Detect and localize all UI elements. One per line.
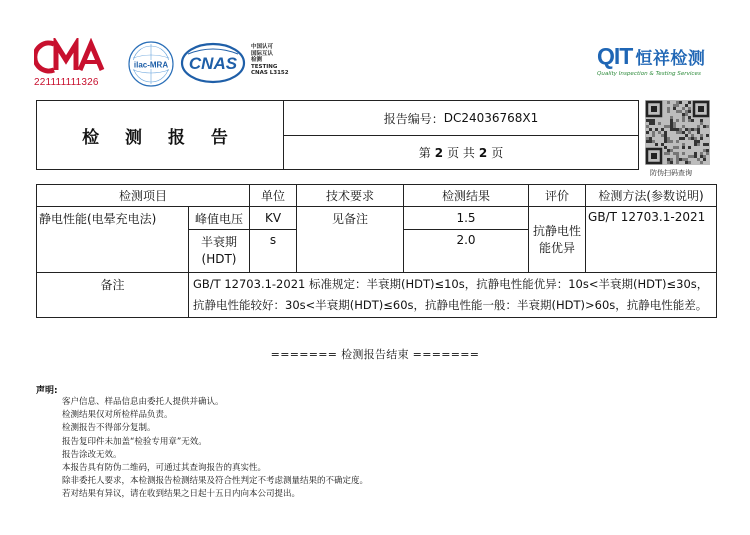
header-cell: 技术要求 <box>297 185 404 207</box>
note-row <box>37 273 717 318</box>
list-item: 检测报告不得部分复制。 <box>62 423 156 434</box>
results-table <box>36 184 717 318</box>
list-item: 检测结果仅对所检样品负责。 <box>62 410 173 421</box>
method-cell: GB/T 12703.1-2021 <box>586 207 717 273</box>
ilac-mra-logo-icon <box>127 40 175 88</box>
sub-item-name-cell <box>189 230 250 273</box>
company-brand: QIT <box>597 43 633 69</box>
cnas-line: TESTING <box>251 63 278 70</box>
list-item: 报告复印件未加盖“检验专用章”无效。 <box>62 436 207 447</box>
header-cell: 检测项目 <box>37 185 250 207</box>
cnas-line: CNAS L3152 <box>251 70 289 77</box>
evaluation-cell: 抗静电性能优异 <box>529 207 586 273</box>
cma-emblem-icon <box>34 38 110 76</box>
list-item: 本报告具有防伪二维码，可通过其查询报告的真实性。 <box>62 463 267 474</box>
company-name: 恒祥检测 <box>635 49 706 69</box>
header-cell: 检测结果 <box>404 185 529 207</box>
qr-code-icon <box>645 100 710 165</box>
list-item: 客户信息、样品信息由委托人提供并确认。 <box>62 397 224 407</box>
table-header-row <box>37 185 717 207</box>
unit-cell: KV <box>250 207 297 230</box>
header-cell: 检测方法(参数说明) <box>586 185 717 207</box>
note-text: GB/T 12703.1-2021 标准规定：半衰期(HDT)≤10s，抗静电性能优异：10s<半衰期(HDT)≤30s，抗静电性能较好：30s<半衰期(HDT)≤60s，抗静电性能一般：半衰期(HDT)>60s，抗静电性能差。 <box>189 273 717 318</box>
page-prefix: 第 <box>418 146 431 160</box>
qr-caption: 防伪扫码查询 <box>650 169 692 177</box>
cma-number: 221111111326 <box>34 77 99 88</box>
report-number: DC24036768X1 <box>443 111 539 125</box>
page-mid: 页 共 <box>447 146 475 160</box>
cnas-logo-icon <box>180 42 246 84</box>
sub-item-name-extra: (HDT) <box>201 252 237 266</box>
cnas-line: 中国认可 <box>251 44 274 50</box>
header-cell: 评价 <box>529 185 586 207</box>
cnas-line: 检测 <box>251 57 263 64</box>
declaration-title: 声明: <box>36 386 58 396</box>
declaration-list <box>62 396 368 502</box>
page-total: 2 <box>478 145 488 160</box>
result-cell: 1.5 <box>404 207 529 230</box>
list-item: 除非委托人要求，本检测报告检测结果及符合性判定不考虑测量结果的不确定度。 <box>62 476 369 487</box>
report-title-block <box>36 100 639 170</box>
list-item: 若对结果有异议，请在收到结果之日起十五日内向本公司提出。 <box>62 489 301 500</box>
page-suffix: 页 <box>491 146 504 160</box>
company-tagline: Quality Inspection & Testing Services <box>597 71 701 77</box>
note-label: 备注 <box>37 273 189 318</box>
unit-cell: s <box>250 230 297 273</box>
sub-item-name: 半衰期 <box>201 235 238 249</box>
test-item-name: 静电性能(电晕充电法) <box>37 207 189 273</box>
svg-text:CNAS: CNAS <box>188 54 238 73</box>
cnas-line: 国际互认 <box>251 50 274 57</box>
page-current: 2 <box>434 145 444 160</box>
page-indicator <box>284 136 638 169</box>
report-number-row <box>284 101 638 136</box>
cnas-text <box>251 44 301 77</box>
report-end-marker: ======= 检测报告结束 ======= <box>270 348 480 361</box>
report-number-label: 报告编号： <box>383 111 444 126</box>
result-cell: 2.0 <box>404 230 529 273</box>
report-title: 检 测 报 告 <box>37 101 284 169</box>
requirement-cell: 见备注 <box>297 207 404 273</box>
list-item: 报告涂改无效。 <box>62 449 122 460</box>
header-cell: 单位 <box>250 185 297 207</box>
table-row <box>37 207 717 230</box>
sub-item-name: 峰值电压 <box>189 207 250 230</box>
cma-logo <box>34 38 114 88</box>
svg-text:ilac-MRA: ilac-MRA <box>133 60 169 70</box>
company-logo <box>597 43 717 77</box>
